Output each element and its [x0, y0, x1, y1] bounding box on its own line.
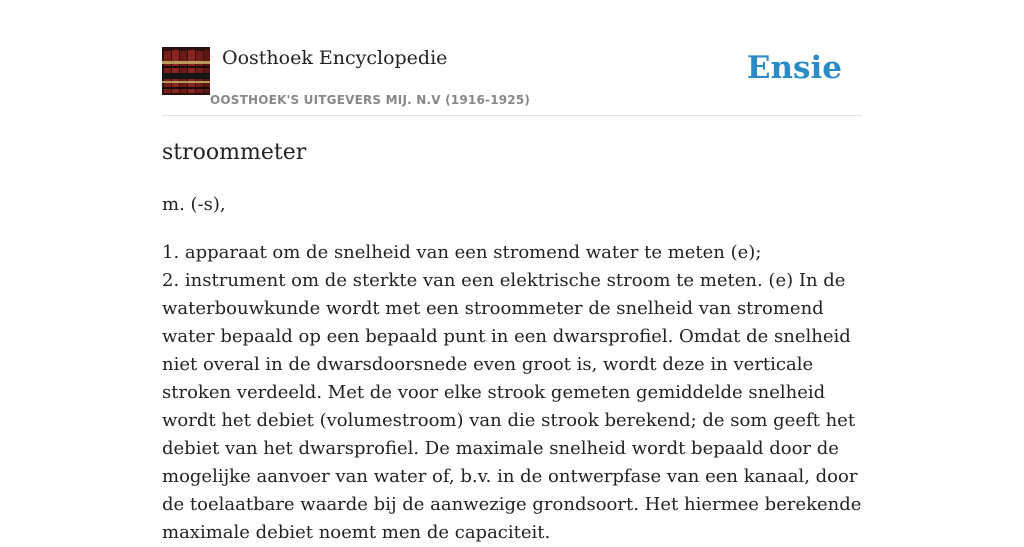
definition-1: 1. apparaat om de snelheid van een stromend water te meten (e); — [162, 242, 762, 263]
source-title[interactable]: Oosthoek Encyclopedie — [222, 47, 448, 69]
source-header — [162, 46, 862, 116]
entry-definition — [162, 239, 867, 547]
header-divider — [162, 115, 862, 116]
definition-2: 2. instrument om de sterkte van een elektrische stroom te meten. (e) In de waterbouwkunde wordt met een stroommeter de snelheid van stromend water bepaald op een bepaald punt in een dwarsprofiel. Omdat de snelheid niet overal in de dwarsdoorsnede even groot is, wordt deze in verticale stroken verdeeld. Met de voor elke strook gemeten gemiddelde snelheid wordt het debiet (volumestroom) van die strook berekend; de som geeft het debiet van het dwarsprofiel. De maximale snelheid wordt bepaald door de mogelijke aanvoer van water of, b.v. in de ontwerpfase van een kanaal, door de toelaatbare waarde bij de aanwezige grondsoort. Het hiermee berekende maximale debiet noemt men de capaciteit. — [162, 270, 862, 543]
source-subtitle: OOSTHOEK'S UITGEVERS MIJ. N.V (1916-1925) — [210, 93, 531, 107]
book-spines-icon[interactable] — [162, 47, 210, 95]
ensie-logo-link[interactable]: Ensie — [746, 50, 842, 86]
entry-grammar: m. (-s), — [162, 194, 226, 215]
entry-title: stroommeter — [162, 140, 307, 165]
